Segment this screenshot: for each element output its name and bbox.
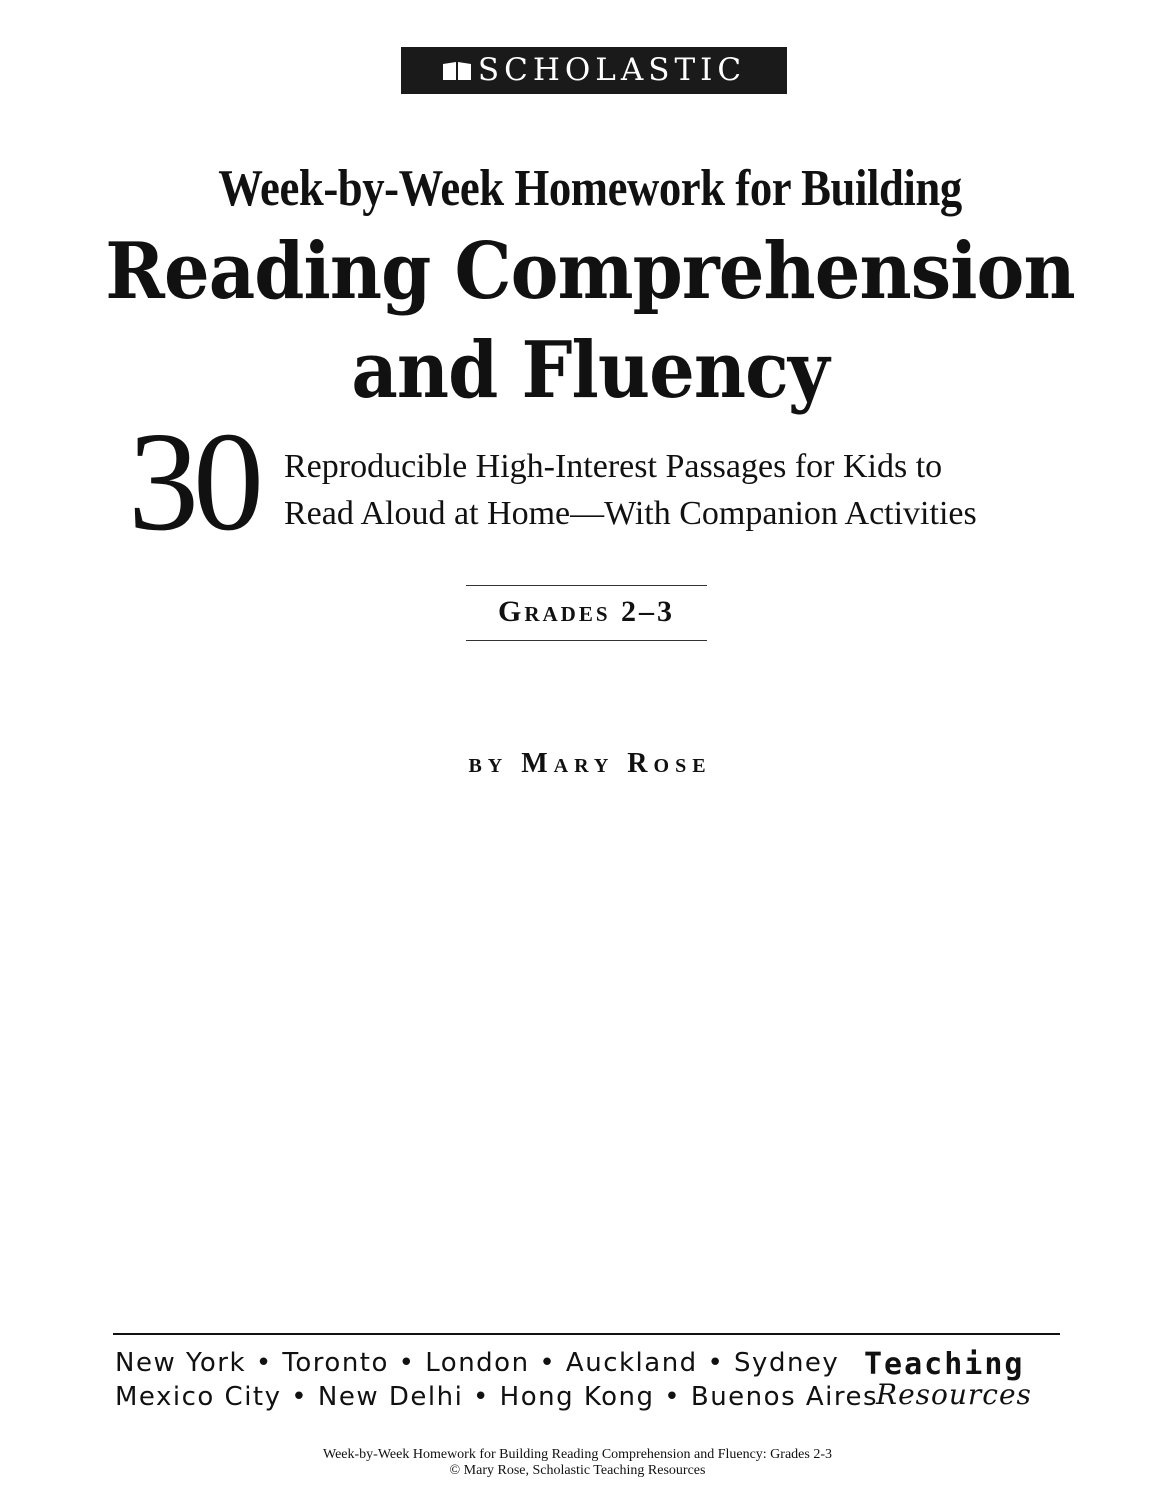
author-byline: by Mary Rose (468, 748, 712, 779)
footer-copyright: © Mary Rose, Scholastic Teaching Resources (449, 1463, 706, 1478)
cities-line-1: New York • Toronto • London • Auckland • Sydney (115, 1348, 840, 1378)
title-line-1: Week-by-Week Homework for Building (218, 160, 962, 217)
grades-label: Grades 2–3 (497, 595, 676, 628)
title-line-3: and Fluency (351, 325, 829, 416)
grades-top-rule (466, 585, 707, 586)
open-book-icon (442, 61, 472, 81)
subtitle-line-2: Read Aloud at Home—With Companion Activities (284, 495, 977, 532)
cities-line-2: Mexico City • New Delhi • Hong Kong • Buenos Aires (115, 1382, 879, 1412)
publisher-logo (401, 47, 787, 94)
title-line-2: Reading Comprehension (105, 226, 1075, 317)
imprint-teaching: Teaching (864, 1347, 1025, 1382)
imprint-resources: Resources (876, 1378, 1032, 1411)
publisher-logo-text: SCHOLASTIC (477, 52, 747, 88)
bottom-divider (113, 1333, 1060, 1335)
footer-title: Week-by-Week Homework for Building Reading Comprehension and Fluency: Grades 2-3 (322, 1447, 832, 1462)
grades-bottom-rule (466, 640, 707, 641)
subtitle-line-1: Reproducible High-Interest Passages for Kids to (284, 448, 943, 485)
subtitle-count: 30 (128, 402, 258, 560)
